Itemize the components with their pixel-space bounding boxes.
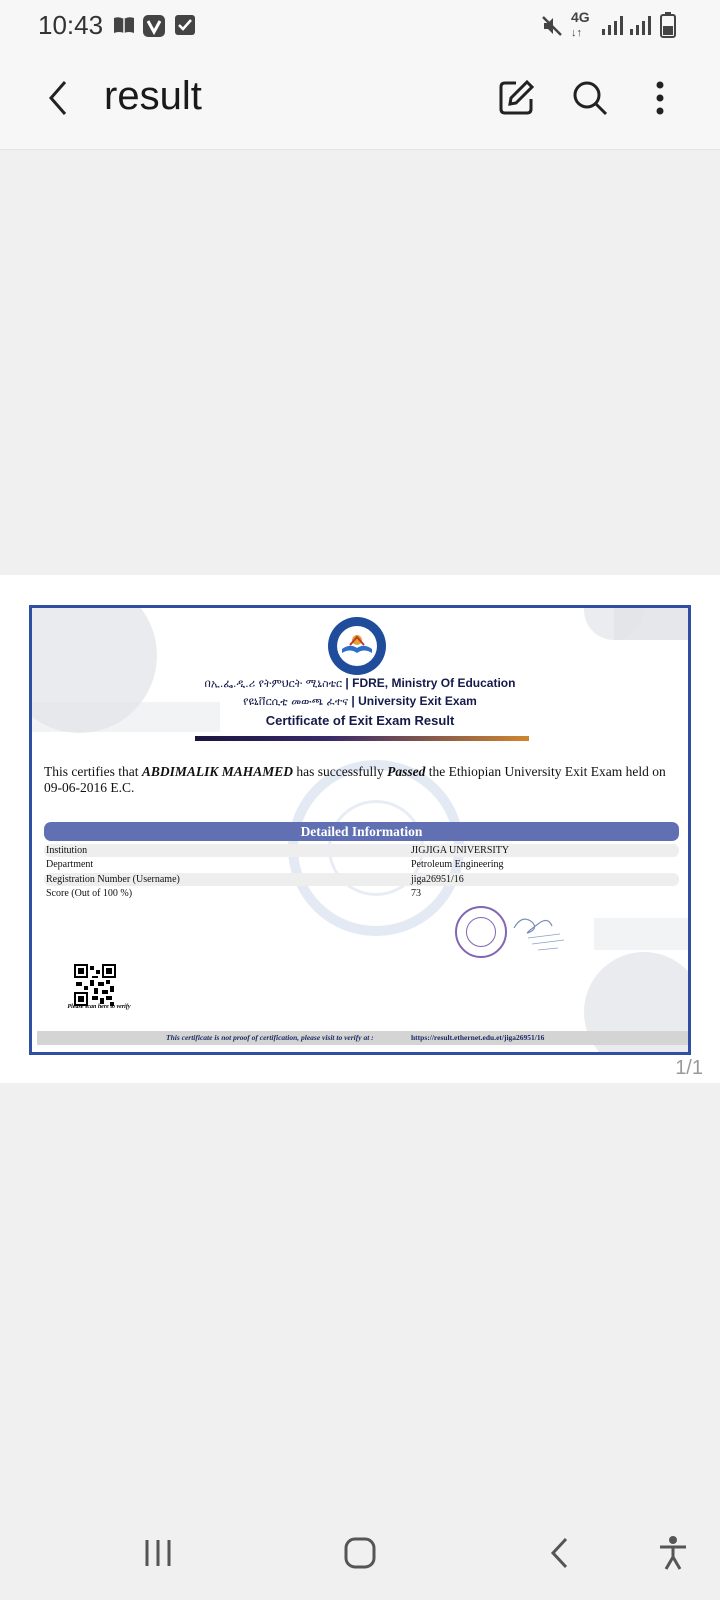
info-row: Department Petroleum Engineering (46, 859, 504, 870)
recent-apps-button[interactable] (128, 1532, 188, 1578)
exam-result: Passed (387, 764, 426, 779)
corner-decoration (594, 918, 691, 950)
page-title: result (104, 74, 202, 118)
page-counter: 1/1 (675, 1057, 703, 1079)
check-box-icon (174, 14, 196, 41)
header-divider (195, 736, 529, 741)
accessibility-icon (657, 1535, 689, 1576)
status-bar (0, 0, 720, 52)
qr-caption: Please scan here to verify (67, 1004, 131, 1010)
certificate (29, 605, 691, 1055)
network-type-label: 4G ↓↑ (571, 9, 590, 39)
certificate-title: Certificate of Exit Exam Result (265, 713, 455, 728)
info-row: Score (Out of 100 %) 73 (46, 888, 421, 899)
edit-button[interactable] (488, 72, 544, 128)
search-icon (570, 78, 610, 123)
pdf-page[interactable] (0, 575, 720, 1083)
verification-link[interactable]: https://result.ethernet.edu.et/jiga26951/16 (411, 1033, 545, 1042)
search-button[interactable] (562, 72, 618, 128)
signal-icon-2 (628, 14, 652, 41)
back-icon (43, 78, 73, 123)
footer-note: This certificate is not proof of certification, please visit to verify at : (166, 1033, 374, 1042)
official-stamp (455, 906, 507, 958)
more-options-button[interactable] (632, 72, 688, 128)
edit-icon (496, 78, 536, 123)
detailed-info-header: Detailed Information (44, 822, 679, 841)
back-arrow-icon (548, 1536, 572, 1575)
mute-icon (540, 14, 564, 43)
certificate-footer (37, 1031, 689, 1045)
accessibility-button[interactable] (643, 1532, 703, 1578)
verification-qr-code[interactable] (74, 964, 116, 1006)
status-time: 10:43 (38, 10, 104, 40)
header-line-1: በኢ.ፌ.ዲ.ሪ የትምህርት ሚኒስቴር | FDRE, Ministry Of Education (204, 676, 516, 690)
home-icon (343, 1536, 377, 1575)
system-nav-bar (0, 1510, 720, 1600)
corner-decoration (614, 608, 691, 640)
home-button[interactable] (330, 1532, 390, 1578)
info-row: Institution JIGJIGA UNIVERSITY (44, 844, 679, 857)
app-bar (0, 52, 720, 150)
certification-statement: This certifies that ABDIMALIK MAHAMED has successfully Passed the Ethiopian University Exit Exam held on 09-06-2016 E.C. (44, 764, 666, 795)
nav-back-button[interactable] (530, 1532, 590, 1578)
signature (508, 908, 574, 954)
battery-icon (660, 12, 676, 43)
signal-icon (600, 14, 624, 41)
recent-apps-icon (142, 1537, 174, 1574)
header-line-2: የዩኒቨርሲቲ መውጫ ፈተና | University Exit Exam (243, 694, 477, 708)
ministry-logo (326, 615, 388, 677)
info-row: Registration Number (Username) jiga26951/16 (44, 873, 679, 886)
student-name: ABDIMALIK MAHAMED (141, 764, 294, 779)
back-button[interactable] (30, 72, 86, 128)
book-icon (112, 14, 136, 41)
more-icon (654, 78, 666, 123)
vpn-v-icon (142, 14, 166, 43)
